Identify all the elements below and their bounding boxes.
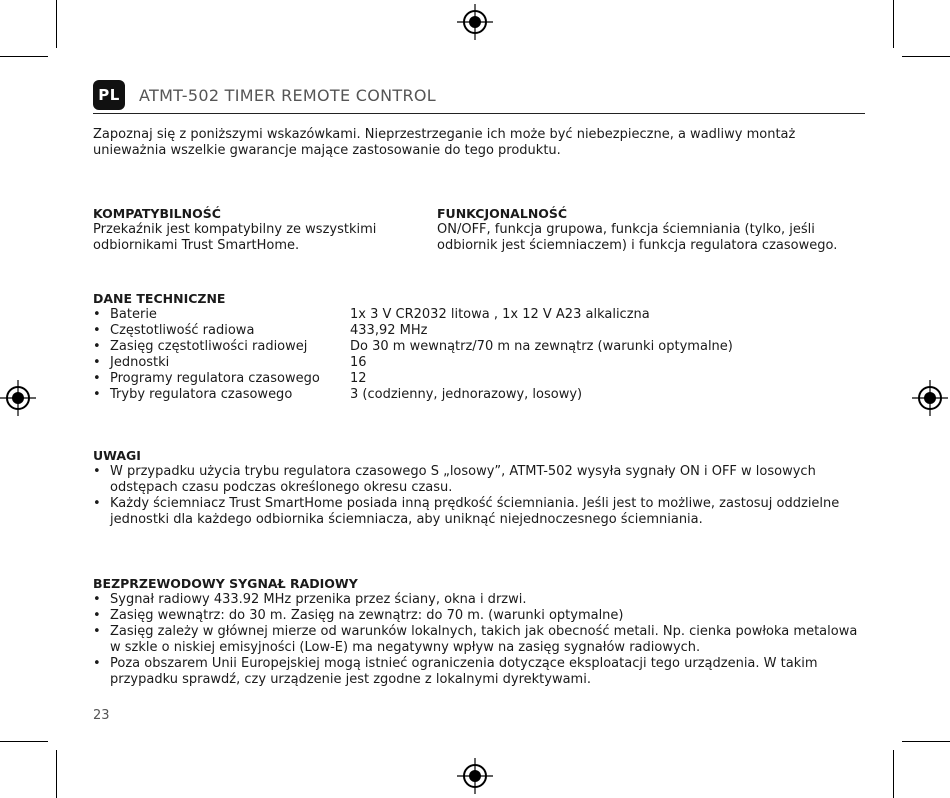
crop-mark-bottom-right-v: [893, 750, 894, 798]
spec-value: 16: [350, 355, 367, 370]
radio-heading: BEZPRZEWODOWY SYGNAŁ RADIOWY: [93, 576, 358, 591]
crop-mark-top-right-v: [893, 0, 894, 48]
list-item: • Zasięg wewnątrz: do 30 m. Zasięg na zewnątrz: do 70 m. (warunki optymalne): [93, 608, 865, 624]
spec-label: • Jednostki: [110, 355, 170, 370]
list-item: • Każdy ściemniacz Trust SmartHome posiada inną prędkość ściemniania. Jeśli jest to możliwe, zastosuj oddzielne jednostki dla każdego odbiornika ściemniacza, aby uniknąć niejednoczesnego ściemniania.: [93, 496, 865, 528]
compatibility-text: Przekaźnik jest kompatybilny ze wszystkimi odbiornikami Trust SmartHome.: [93, 222, 377, 253]
spec-row: [93, 307, 865, 323]
spec-value: 3 (codzienny, jednorazowy, losowy): [350, 387, 583, 402]
header-divider: [93, 113, 865, 114]
functionality-section: [437, 206, 865, 254]
list-item: • W przypadku użycia trybu regulatora czasowego S „losowy”, ATMT-502 wysyła sygnały ON i OFF w losowych odstępach czasu podczas określonego okresu czasu.: [93, 464, 865, 496]
spec-label: • Baterie: [110, 307, 157, 322]
spec-value: 1x 3 V CR2032 litowa , 1x 12 V A23 alkaliczna: [350, 307, 650, 322]
notes-section: [93, 448, 865, 528]
crop-mark-bottom-right-h: [902, 741, 950, 742]
crop-mark-top-left-h: [0, 56, 48, 57]
registration-mark-icon: [912, 380, 948, 416]
spec-value: Do 30 m wewnątrz/70 m na zewnątrz (warunki optymalne): [350, 339, 733, 354]
list-item: • Sygnał radiowy 433.92 MHz przenika przez ściany, okna i drzwi.: [93, 592, 865, 608]
specs-section: [93, 291, 865, 403]
registration-mark-icon: [457, 758, 493, 794]
functionality-heading: FUNKCJONALNOŚĆ: [437, 206, 568, 221]
specs-heading: DANE TECHNICZNE: [93, 291, 226, 306]
spec-label: • Częstotliwość radiowa: [110, 323, 255, 338]
crop-mark-top-left-v: [56, 0, 57, 48]
notes-list: [93, 464, 865, 528]
functionality-text: ON/OFF, funkcja grupowa, funkcja ściemniania (tylko, jeśli odbiornik jest ściemniaczem) i funkcja regulatora czasowego.: [437, 222, 838, 253]
page-header: [93, 80, 436, 110]
list-item: • Zasięg zależy w głównej mierze od warunków lokalnych, takich jak obecność metali. Np. cienka powłoka metalowa w szkle o niskiej emisyjności (Low-E) ma negatywny wpływ na zasięg sygnałów radiowych.: [93, 624, 865, 656]
list-item: • Poza obszarem Unii Europejskiej mogą istnieć ograniczenia dotyczące eksploatacji tego urządzenia. W takim przypadku sprawdź, czy urządzenie jest zgodne z lokalnymi dyrektywami.: [93, 656, 865, 688]
language-badge: PL: [93, 80, 125, 110]
crop-mark-bottom-left-v: [56, 750, 57, 798]
compatibility-heading: KOMPATYBILNOŚĆ: [93, 206, 221, 221]
registration-mark-icon: [0, 380, 36, 416]
page-number: 23: [93, 708, 110, 723]
spec-row: [93, 387, 865, 403]
compatibility-section: [93, 206, 413, 254]
radio-section: [93, 576, 865, 688]
spec-label: • Tryby regulatora czasowego: [110, 387, 293, 402]
specs-list: [93, 307, 865, 403]
registration-mark-icon: [457, 4, 493, 40]
notes-heading: UWAGI: [93, 448, 141, 463]
spec-row: [93, 371, 865, 387]
spec-row: [93, 323, 865, 339]
page-title: ATMT-502 TIMER REMOTE CONTROL: [139, 85, 437, 105]
intro-paragraph: Zapoznaj się z poniższymi wskazówkami. Nieprzestrzeganie ich może być niebezpieczne, a wadliwy montaż unieważnia wszelkie gwarancje mające zastosowanie do tego produktu.: [93, 127, 796, 158]
spec-label: • Programy regulatora czasowego: [110, 371, 320, 386]
crop-mark-bottom-left-h: [0, 741, 48, 742]
spec-value: 12: [350, 371, 367, 386]
spec-row: [93, 339, 865, 355]
spec-label: • Zasięg częstotliwości radiowej: [110, 339, 308, 354]
crop-mark-top-right-h: [902, 56, 950, 57]
radio-list: [93, 592, 865, 688]
spec-value: 433,92 MHz: [350, 323, 428, 338]
spec-row: [93, 355, 865, 371]
